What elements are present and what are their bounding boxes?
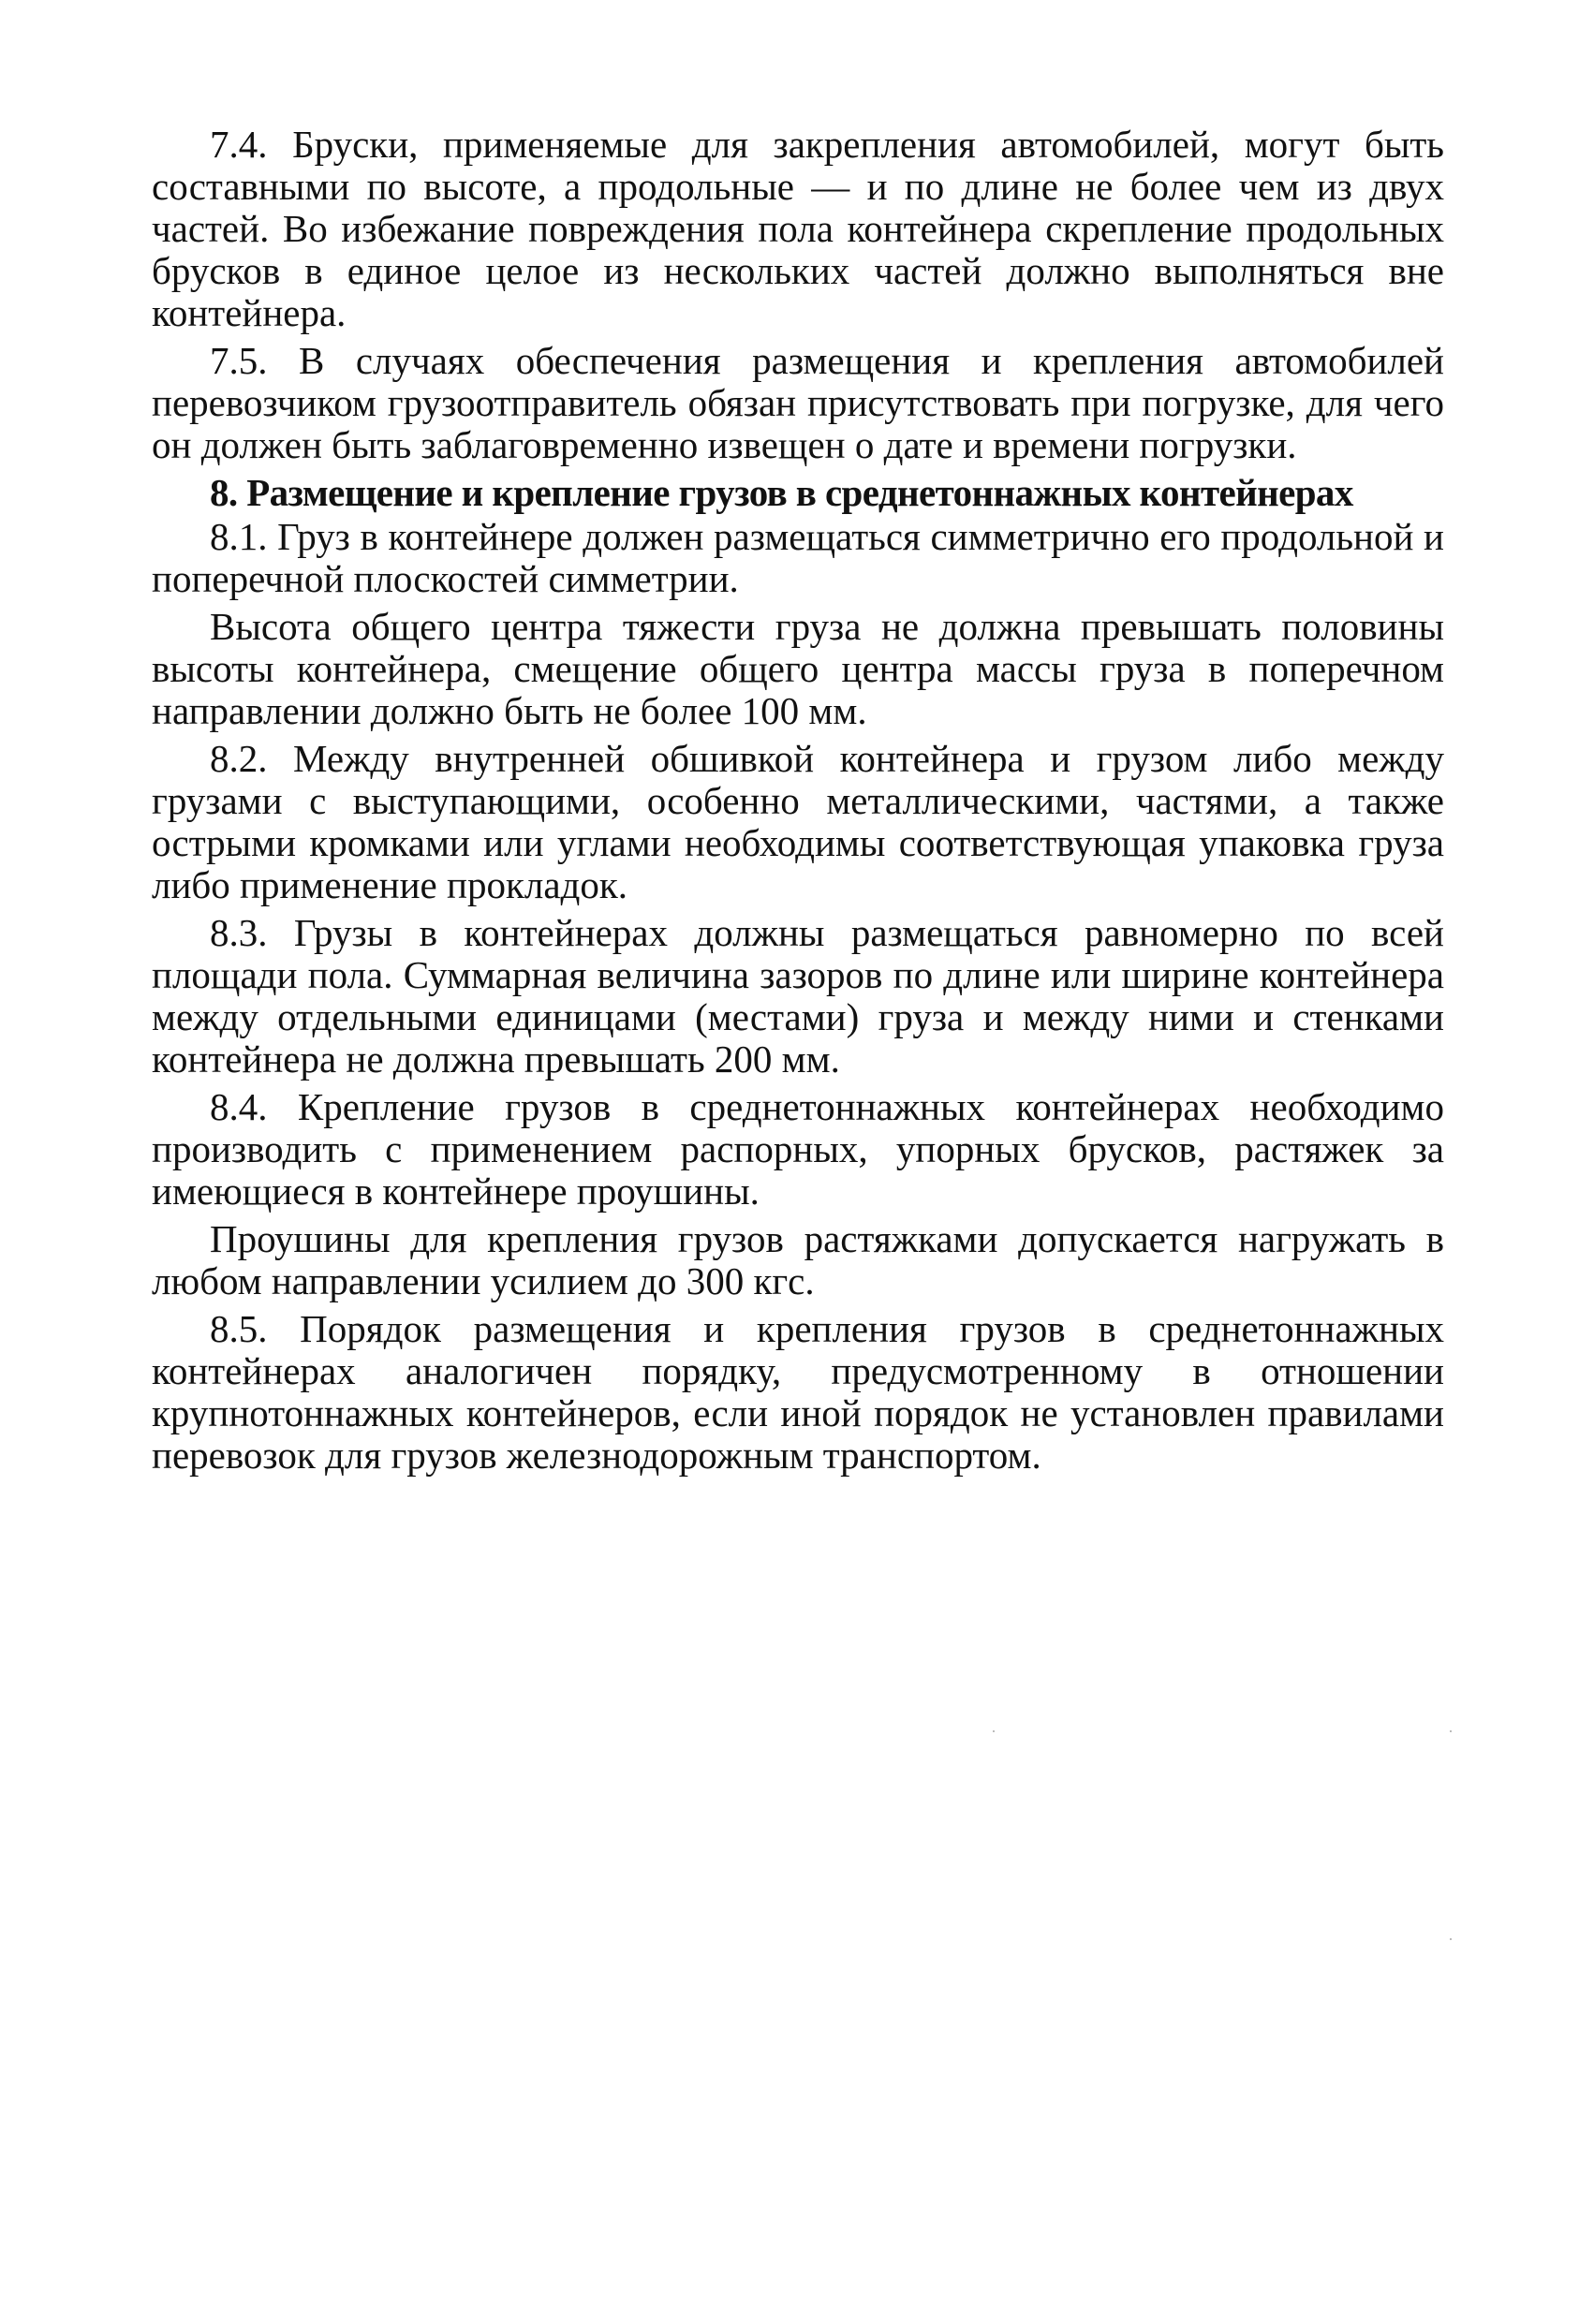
paragraph-7-4: 7.4. Бруски, применяемые для закрепления автомобилей, могут быть составными по высоте, а продольные — и по длине не более чем из двух частей. Во избежание повреждения пола контейнера скрепление продольных брусков в единое целое из нескольких частей должно выполняться вне контейнера. bbox=[152, 123, 1444, 334]
scan-speck bbox=[1450, 1730, 1452, 1732]
paragraph-8-1: 8.1. Груз в контейнере должен размещаться симметрично его продольной и поперечной плоскостей симметрии. bbox=[152, 515, 1444, 600]
scan-speck bbox=[1450, 1938, 1452, 1940]
paragraph-8-1-center-of-gravity: Высота общего центра тяжести груза не должна превышать половины высоты контейнера, смещение общего центра массы груза в поперечном направлении должно быть не более 100 мм. bbox=[152, 605, 1444, 732]
paragraph-8-4: 8.4. Крепление грузов в среднетоннажных контейнерах необходимо производить с применением распорных, упорных брусков, растяжек за имеющиеся в контейнере проушины. bbox=[152, 1085, 1444, 1213]
paragraph-8-5: 8.5. Порядок размещения и крепления грузов в среднетоннажных контейнерах аналогичен порядку, предусмотренному в отношении крупнотоннажных контейнеров, если иной порядок не установлен правилами перевозок для грузов железнодорожным транспортом. bbox=[152, 1307, 1444, 1477]
paragraph-8-4-eyelets: Проушины для крепления грузов растяжками допускается нагружать в любом направлении усилием до 300 кгс. bbox=[152, 1217, 1444, 1302]
document-body bbox=[152, 124, 1444, 1482]
paragraph-7-5: 7.5. В случаях обеспечения размещения и крепления автомобилей перевозчиком грузоотправитель обязан присутствовать при погрузке, для чего он должен быть заблаговременно извещен о дате и времени погрузки. bbox=[152, 339, 1444, 466]
paragraph-8-2: 8.2. Между внутренней обшивкой контейнера и грузом либо между грузами с выступающими, особенно металлическими, частями, а также острыми кромками или углами необходимы соответствующая упаковка груза либо применение прокладок. bbox=[152, 737, 1444, 906]
scan-speck bbox=[993, 1730, 995, 1732]
section-heading-8: 8. Размещение и крепление грузов в среднетоннажных контейнерах bbox=[210, 471, 1353, 514]
paragraph-8-3: 8.3. Грузы в контейнерах должны размещаться равномерно по всей площади пола. Суммарная величина зазоров по длине или ширине контейнера между отдельными единицами (местами) груза и между ними и стенками контейнера не должна превышать 200 мм. bbox=[152, 911, 1444, 1081]
